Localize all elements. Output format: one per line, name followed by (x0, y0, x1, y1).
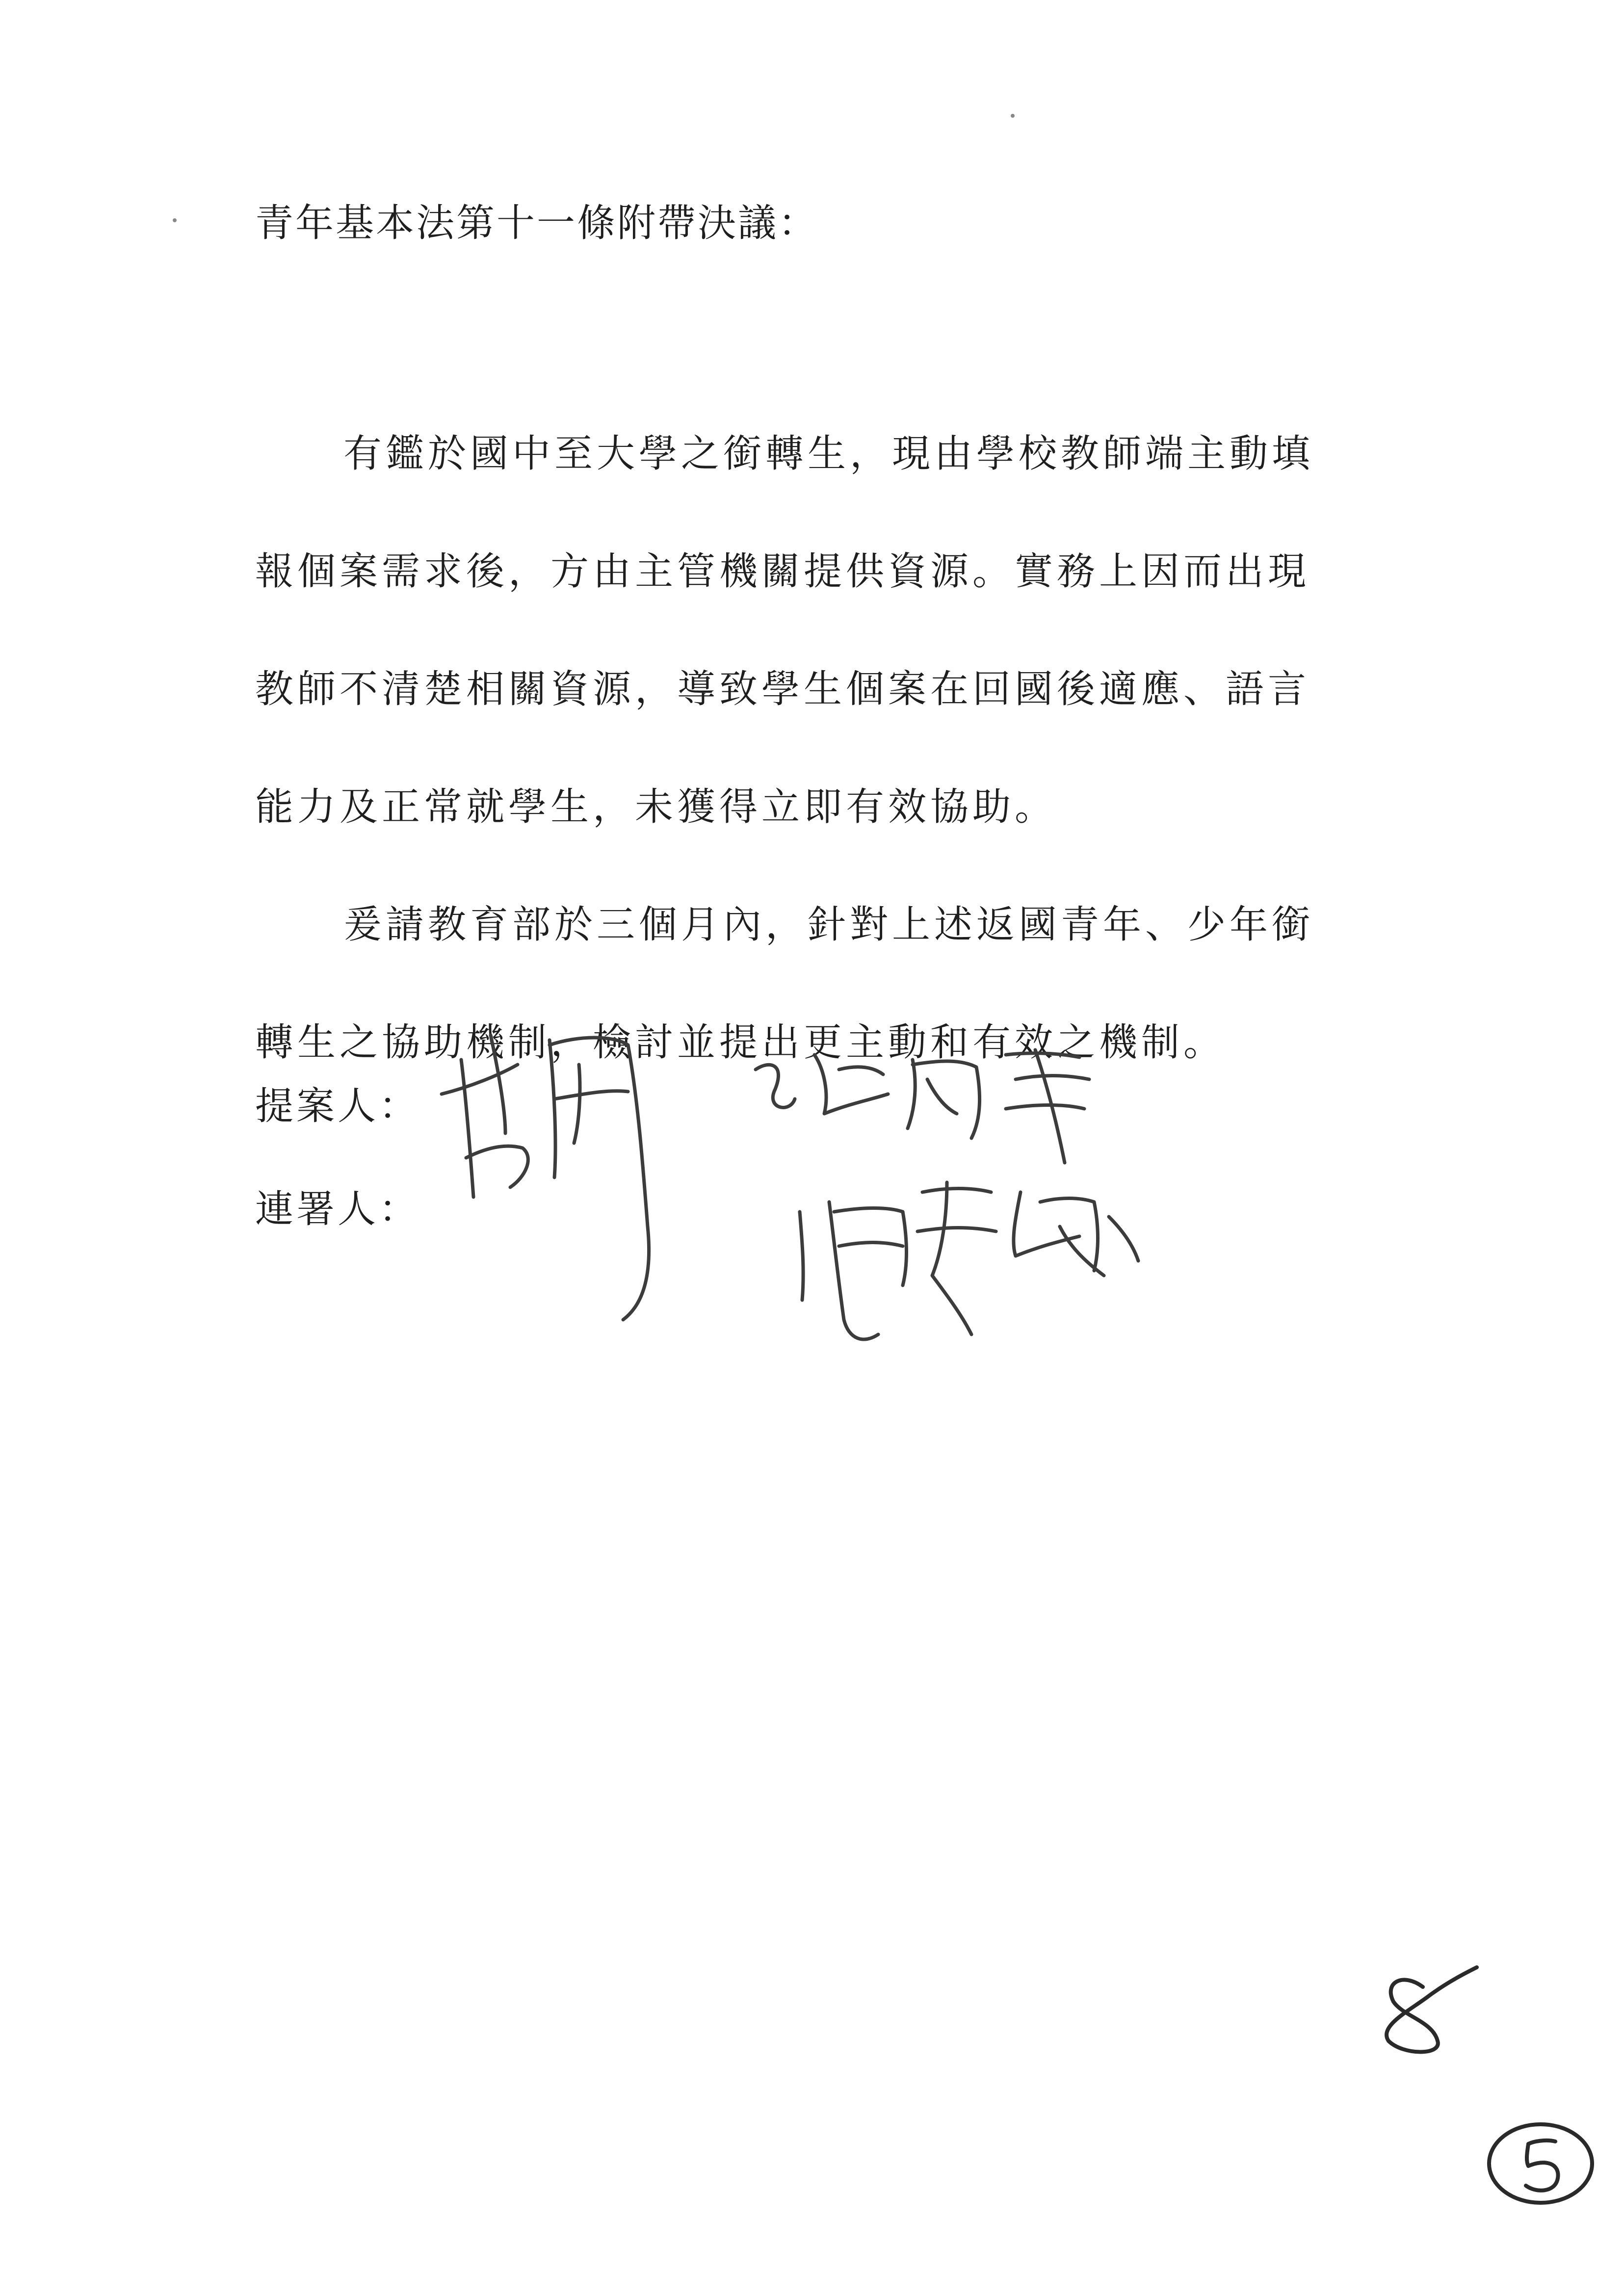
cosigner-signature-bottom (785, 1173, 1158, 1359)
circled-number-5 (1482, 2114, 1599, 2213)
paragraph-1: 有鑑於國中至大學之銜轉生，現由學校教師端主動填報個案需求後，方由主管機關提供資源。實務上因而出現教師不清楚相關資源，導致學生個案在回國後適應、語言能力及正常就學生，未獲得立即有效協助。 (255, 432, 1314, 829)
cosigner-label: 連署人： (255, 1187, 420, 1231)
scan-speck (1011, 114, 1015, 118)
document-body (255, 395, 1349, 1101)
paragraph-2: 爰請教育部於三個月內，針對上述返國青年、少年銜轉生之協助機制，檢討並提出更主動和有效之機制。 (255, 903, 1314, 1065)
document-title: 青年基本法第十一條附帶決議： (255, 201, 819, 245)
proposer-label: 提案人： (255, 1084, 420, 1128)
handwritten-number-8 (1364, 1957, 1487, 2056)
proposer-signature (432, 1001, 687, 1334)
cosigner-signature-top (751, 1040, 1094, 1168)
scan-speck (173, 218, 177, 222)
